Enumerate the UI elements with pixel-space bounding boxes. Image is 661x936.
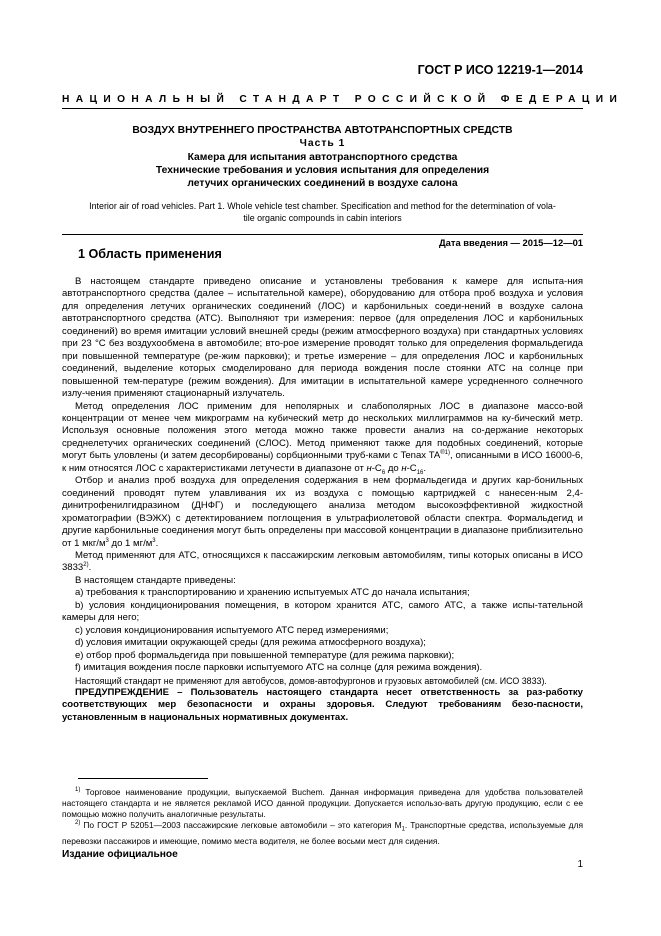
document-code: ГОСТ Р ИСО 12219-1—2014	[417, 63, 583, 77]
introduction-date: Дата введения — 2015—12—01	[438, 237, 583, 248]
title-line-5: летучих органических соединений в воздухе салона	[187, 178, 458, 190]
title-line-4: Технические требования и условия испытания для определения	[155, 164, 490, 176]
paragraph-vehicle-scope: Метод применяют для АТС, относящихся к пассажирским легковым автомобилям, типы которых описаны в ИСО 3833$^{2)}$.	[62, 549, 583, 574]
footnote-2: $^{2)}$ По ГОСТ Р 52051—2003 пассажирские легковые автомобили – это категория $М_1$. Транспортные средства, используемые для перевозки пассажиров и имеющие, помимо места водителя, не более восьми мест для сидения.	[62, 820, 583, 846]
footnote-divider	[78, 778, 208, 779]
title-divider	[62, 234, 583, 235]
paragraph-carbonyl-method: Отбор и анализ проб воздуха для определения содержания в нем формальдегида и других кар-бонильных соединений проводят путем улавливания их из воздуха с помощью картриджей с нанесен-ным 2,4-динитрофенилгидразином (ДНФГ) и последующего анализа методом высокоэффективной жидкостной хроматографии (ВЭЖХ) с детектированием поглощения в ультрафиолетовой области спектра. Формальдегид и другие карбонильные соединения могут быть определены при массовой концентрации в диапазоне приблизительно от 1 мкг/$м^3$ до 1 $мг/м^3$.	[62, 475, 583, 549]
scope-note: Настоящий стандарт не применяют для автобусов, домов-автофургонов и грузовых автомобилей (см. ИСО 3833).	[75, 675, 547, 686]
list-item: c) условия кондиционирования испытуемого АТС перед измерениями;	[75, 624, 389, 636]
english-title	[62, 200, 583, 224]
list-item: b) условия кондиционирования помещения, в котором хранится АТС, самого АТС, а также испы-тательной камеры для него;	[62, 599, 583, 624]
list-item: f) имитация вождения после парковки испытуемого АТС на солнце (для режима вождения).	[75, 662, 483, 674]
edition-label: Издание официальное	[62, 849, 178, 860]
section-body	[62, 276, 583, 724]
list-item: d) условия имитации окружающей среды (для режима атмосферного воздуха);	[75, 637, 426, 649]
paragraph-scope: В настоящем стандарте приведено описание и установлены требования к камере для испыта-ния автотранспортного средства (далее – испытательной камере), оборудованию для отбора проб воздуха и условия для определения летучих органических соединений (ЛОС) и карбонильных соеди-нений в воздухе салона автотранспортного средства (АТС). Выполняют три измерения: первое (для определения ЛОС и карбонильных соединений) во время имитации условий внешней среды (режим атмосферного воздуха) при стандартных условиях при 23 °С без воздухообмена в автомобиле; вто-рое измерение проводят только для определения формальдегида при повышенной температуре (ре-жим парковки); и третье измерение – для определения ЛОС и карбонильных соединений, выделение которых смоделировано для периода вождения после стоянки АТС на солнце при повышенной тем-пературе (режим вождения). Для имитации в испытательной камере усредненного солнечного излу-чения применяют стационарный излучатель.	[62, 276, 583, 400]
header-divider	[62, 108, 583, 109]
list-item: а) требования к транспортированию и хранению испытуемых АТС до начала испытания;	[75, 587, 470, 599]
footnote-1: $^{1)}$ Торговое наименование продукции, выпускаемой Buchem. Данная информация приведена для удобства пользователей настоящего стандарта и не является рекламой ИСО данной продукции. Допускается использо-вать другую продукцию, если с ее помощью можно получить аналогичные результаты.	[62, 787, 583, 819]
standard-title: НАЦИОНАЛЬНЫЙ СТАНДАРТ РОССИЙСКОЙ ФЕДЕРАЦИИ	[62, 94, 624, 105]
document-title	[62, 124, 583, 190]
title-line-1: ВОЗДУХ ВНУТРЕННЕГО ПРОСТРАНСТВА АВТОТРАНСПОРТНЫХ СРЕДСТВ	[132, 125, 513, 136]
title-line-3: Камера для испытания автотранспортного средства	[187, 151, 458, 163]
list-item: e) отбор проб формальдегида при повышенной температуре (для режима парковки);	[75, 649, 455, 661]
paragraph-voc-method: Метод определения ЛОС применим для неполярных и слабополярных ЛОС в диапазоне массо-вой концентрации от менее чем микрограмм на кубический метр до нескольких миллиграммов на ку-бический метр. Используя основные положения этого метода можно также провести анализ на со-держание некоторых среднелетучих органических соединений (СЛОС). Метод применяют также для подобных соединений, которые могут быть уловлены (и затем десорбированы) сорбционными труб-ками с Tenax $TA^{®1)}$, описанными в ИСО 16000-6, к ним относятся ЛОС с характеристиками летучести в диапазоне от $н-C_6$ до $н-C_{16}$.	[62, 400, 583, 476]
section-heading: 1 Область применения	[78, 247, 222, 261]
english-title-line-2: tile organic compounds in cabin interiors	[243, 213, 402, 223]
page-number: 1	[577, 859, 583, 870]
safety-warning: ПРЕДУПРЕЖДЕНИЕ – Пользователь настоящего стандарта несет ответственность за раз-работку соответствующих мер безопасности и охраны здоровья. Следуют требованиям безо-пасности, установленным в национальных нормативных документах.	[62, 686, 583, 723]
paragraph-list-intro: В настоящем стандарте приведены:	[75, 574, 236, 586]
english-title-line-1: Interior air of road vehicles. Part 1. Whole vehicle test chamber. Specification and method for the determination of vola-	[89, 201, 556, 211]
title-part: Часть 1	[299, 138, 346, 150]
